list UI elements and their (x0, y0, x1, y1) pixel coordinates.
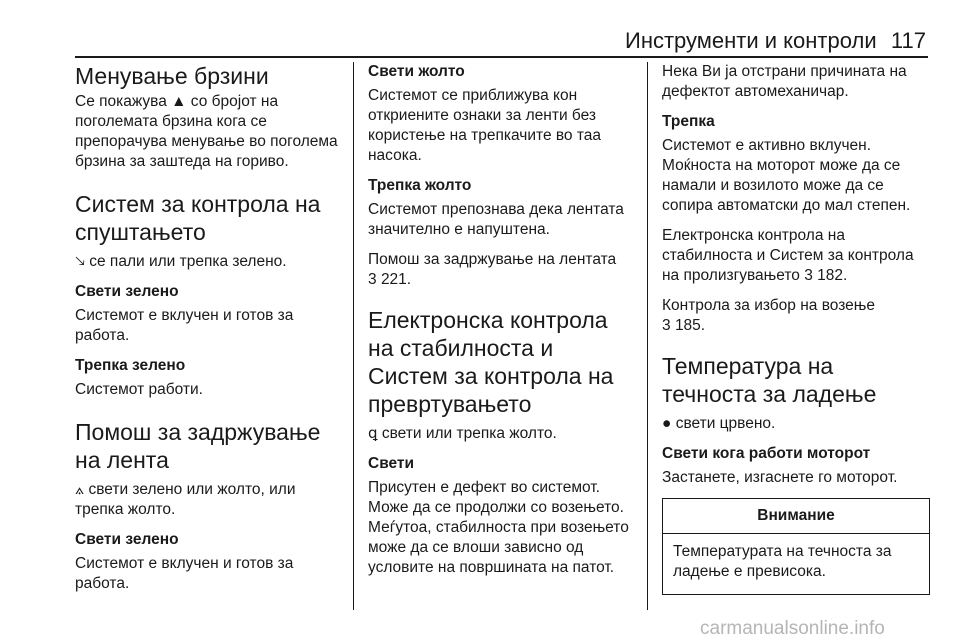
page-header (75, 26, 928, 58)
drive-mode-ref-page[interactable]: 185. (674, 317, 706, 334)
lit-text: Присутен е дефект во системот. Може да се продолжи со возењето. Меѓутоа, стабилноста при возењето може да се влоши зависно од условите на површината на патот. (368, 479, 629, 576)
esc-ref-page[interactable]: 182. (817, 267, 848, 284)
reference-arrow-icon: 3 (662, 317, 671, 334)
bullet-icon: ● (662, 415, 672, 432)
blink-yellow-text: Системот препознава дека лентата значително е напуштена. (368, 201, 624, 238)
heading-lit-green-2: Свети зелено (75, 531, 179, 548)
lane-keep-text: ⟑ свети зелено или жолто, или трепка жолто. (75, 481, 296, 518)
lit-green-text: Системот е вклучен и готов за работа. (75, 307, 294, 344)
heading-lit-yellow: Свети жолто (368, 63, 465, 80)
coolant-text: ● свети црвено. (662, 415, 776, 432)
lane-keep-reference: Помош за задржување на лентата 3 221. (368, 251, 617, 288)
caution-title: Внимание (663, 499, 929, 534)
heading-lane-keep: Помош за задржување на лента (75, 419, 321, 473)
esc-reference: Електронска контрола на стабилноста и Систем за контрола на пролизгувањето 3 182. (662, 227, 914, 284)
reference-arrow-icon: 3 (368, 271, 377, 288)
heading-gear-shift: Менување брзини (75, 63, 269, 89)
esc-icon: ꝗ (368, 425, 378, 442)
lit-green-text-2: Системот е вклучен и готов за работа. (75, 555, 294, 592)
heading-blink: Трепка (662, 113, 715, 130)
caution-box (662, 498, 930, 595)
gear-shift-text: Се покажува ▲ со бројот на поголемата брзина кога се препорачува менување во поголема брзина за заштеда на гориво. (75, 93, 338, 170)
esc-text: ꝗ свети или трепка жолто. (368, 425, 557, 442)
engine-running-text: Застанете, изгаснете го моторот. (662, 469, 898, 486)
column-divider (353, 62, 354, 610)
caution-text: Температурата на течноста за ладење е превисока. (673, 543, 892, 580)
page-number: 117 (890, 28, 926, 53)
watermark: carmanualsonline.info (700, 618, 885, 639)
lit-yellow-text: Системот се приближува кон откриените ознаки за ленти без користење на трепкачите во таа насока. (368, 87, 602, 164)
hill-descent-icon: 🡖 (75, 253, 85, 270)
header-title: Инструменти и контроли (625, 28, 877, 53)
header-rule (75, 56, 928, 58)
hill-descent-text: 🡖 се пали или трепка зелено. (75, 253, 287, 270)
heading-lit-green: Свети зелено (75, 283, 179, 300)
heading-esc: Електронска контрола на стабилноста и Систем за контрола на превртувањето (368, 307, 614, 417)
blink-text: Системот е активно вклучен. Моќноста на моторот може да се намали и возилото може да се сопира автоматски до мал степен. (662, 137, 911, 214)
reference-arrow-icon: 3 (804, 267, 813, 284)
column-divider (647, 62, 648, 610)
heading-blink-green: Трепка зелено (75, 357, 186, 374)
heading-coolant: Температура на течноста за ладење (662, 353, 877, 407)
heading-lit: Свети (368, 455, 415, 472)
column-1 (75, 62, 343, 594)
blink-green-text: Системот работи. (75, 381, 203, 398)
drive-mode-reference: Контрола за избор на возење 3 185. (662, 297, 875, 334)
lane-keep-ref-page[interactable]: 221. (380, 271, 412, 288)
heading-engine-running: Свети кога работи моторот (662, 445, 871, 462)
heading-hill-descent: Систем за контрола на спуштањето (75, 191, 321, 245)
column-2 (368, 62, 636, 578)
lane-keep-icon: ⟑ (75, 481, 85, 498)
dealer-text: Нека Ви ја отстрани причината на дефектот автомеханичар. (662, 63, 907, 100)
heading-blink-yellow: Трепка жолто (368, 177, 472, 194)
column-3 (662, 62, 930, 595)
